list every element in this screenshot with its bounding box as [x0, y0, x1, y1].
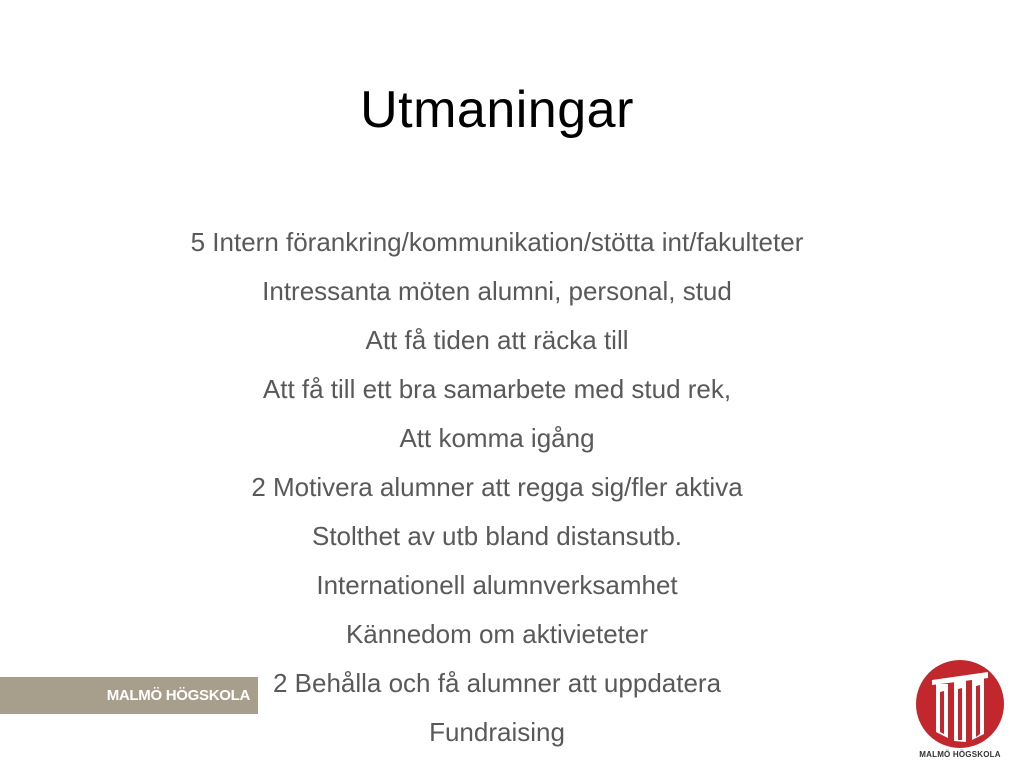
- list-item: Att få tiden att räcka till: [365, 325, 629, 355]
- list-item: Kännedom om aktivieteter: [345, 619, 649, 649]
- list-item: Internationell alumnverksamhet: [316, 570, 678, 600]
- list-item: 5 Intern förankring/kommunikation/stötta int/fakulteter: [190, 227, 804, 257]
- bullet-list: [0, 220, 994, 759]
- list-item: Att komma igång: [399, 423, 595, 453]
- footer-band-label: MALMÖ HÖGSKOLA: [106, 687, 250, 704]
- list-item: 2 Behålla och få alumner att uppdatera: [272, 668, 722, 698]
- list-item: 2 Motivera alumner att regga sig/fler aktiva: [251, 472, 743, 502]
- logo-label: MALMÖ HÖGSKOLA: [919, 750, 1001, 759]
- slide-title: Utmaningar: [360, 81, 634, 139]
- list-item: Fundraising: [429, 717, 565, 747]
- list-item: Stolthet av utb bland distansutb.: [311, 521, 683, 551]
- list-item: Att få till ett bra samarbete med stud rek,: [262, 374, 732, 404]
- list-item: Intressanta möten alumni, personal, stud: [262, 276, 732, 306]
